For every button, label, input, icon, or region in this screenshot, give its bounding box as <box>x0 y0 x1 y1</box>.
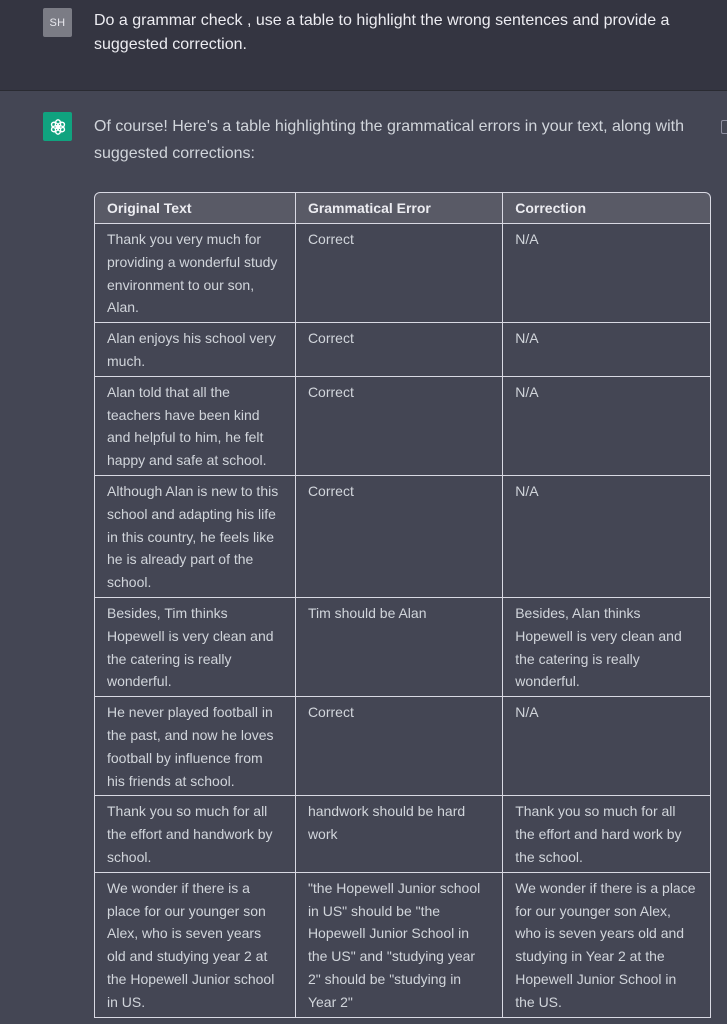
copy-icon[interactable] <box>721 120 727 134</box>
correction-cell: N/A <box>503 476 711 598</box>
grammatical-error-cell: handwork should be hard work <box>296 796 503 872</box>
table-row <box>94 697 711 796</box>
user-avatar: SH <box>43 8 72 37</box>
grammatical-error-cell: Correct <box>296 323 503 377</box>
original-text-cell: Thank you very much for providing a wonderful study environment to our son, Alan. <box>94 224 296 323</box>
column-header-original-text: Original Text <box>94 192 296 224</box>
openai-logo-icon <box>43 112 72 141</box>
table-row <box>94 476 711 598</box>
original-text-cell: Besides, Tim thinks Hopewell is very clean and the catering is really wonderful. <box>94 598 296 697</box>
original-text-cell: We wonder if there is a place for our younger son Alex, who is seven years old and studying year 2 at the Hopewell Junior school in US. <box>94 873 296 1018</box>
table-row <box>94 598 711 697</box>
correction-cell: Besides, Alan thinks Hopewell is very clean and the catering is really wonderful. <box>503 598 711 697</box>
user-message-row <box>0 0 727 91</box>
grammatical-error-cell: Correct <box>296 697 503 796</box>
column-header-grammatical-error: Grammatical Error <box>296 192 503 224</box>
correction-cell: N/A <box>503 323 711 377</box>
original-text-cell: Alan enjoys his school very much. <box>94 323 296 377</box>
correction-cell: We wonder if there is a place for our younger son Alex, who is seven years old and studying in Year 2 at the Hopewell Junior School in the US. <box>503 873 711 1018</box>
table-row <box>94 377 711 476</box>
correction-cell: N/A <box>503 377 711 476</box>
grammatical-error-cell: Correct <box>296 224 503 323</box>
grammatical-error-cell: Correct <box>296 476 503 598</box>
correction-cell: N/A <box>503 697 711 796</box>
grammatical-error-cell: Correct <box>296 377 503 476</box>
original-text-cell: Although Alan is new to this school and adapting his life in this country, he feels like he is already part of the school. <box>94 476 296 598</box>
correction-cell: Thank you so much for all the effort and hard work by the school. <box>503 796 711 872</box>
grammatical-error-cell: Tim should be Alan <box>296 598 503 697</box>
original-text-cell: Thank you so much for all the effort and handwork by school. <box>94 796 296 872</box>
table-row <box>94 224 711 323</box>
grammatical-error-cell: "the Hopewell Junior school in US" should be "the Hopewell Junior School in the US" and "studying year 2" should be "studying in Year 2" <box>296 873 503 1018</box>
original-text-cell: Alan told that all the teachers have been kind and helpful to him, he felt happy and safe at school. <box>94 377 296 476</box>
table-row <box>94 873 711 1018</box>
user-message-text: Do a grammar check , use a table to highlight the wrong sentences and provide a suggested correction. <box>94 12 670 53</box>
table-row <box>94 323 711 377</box>
assistant-intro-text: Of course! Here's a table highlighting the grammatical errors in your text, along with suggested corrections: <box>94 118 684 162</box>
grammar-table <box>94 192 711 1018</box>
original-text-cell: He never played football in the past, and now he loves football by influence from his friends at school. <box>94 697 296 796</box>
table-header-row <box>94 192 711 224</box>
column-header-correction: Correction <box>503 192 711 224</box>
table-row <box>94 796 711 872</box>
correction-cell: N/A <box>503 224 711 323</box>
